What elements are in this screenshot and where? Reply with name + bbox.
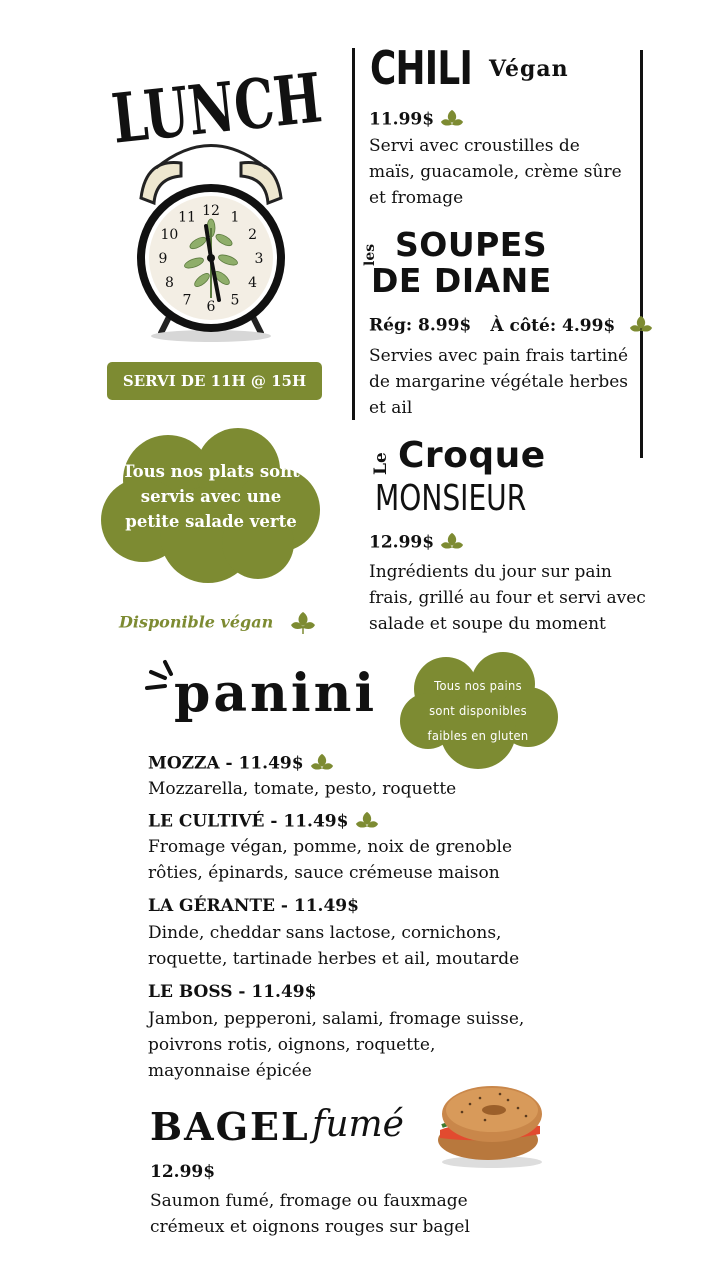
croque-price: 12.99$ — [369, 532, 435, 553]
croque-desc-line: frais, grillé au four et servi avec — [369, 588, 646, 608]
gluten-note-line: Tous nos pains — [434, 678, 522, 693]
column-divider-left — [352, 48, 355, 420]
panini-item-desc: poivrons rotis, oignons, roquette, — [148, 1035, 436, 1055]
clock-number: 3 — [254, 251, 264, 267]
panini-item-cultive — [148, 810, 512, 886]
leaf-icon — [439, 108, 465, 132]
clock-number: 7 — [182, 292, 192, 309]
soupes-desc-line: Servies avec pain frais tartiné — [369, 346, 629, 366]
alarm-clock-icon — [126, 128, 296, 343]
croque-desc-line: salade et soupe du moment — [369, 614, 606, 634]
soupes-title-line1: SOUPES — [395, 225, 548, 264]
clock-number: 12 — [202, 203, 220, 219]
gluten-note-text — [414, 673, 543, 748]
salad-note-text: Tous nos plats sont servis avec une petite salade verte — [122, 462, 300, 531]
panini-item-title: LE BOSS - 11.49$ — [148, 982, 317, 1002]
chili-desc-line: Servi avec croustilles de — [369, 136, 580, 156]
soupes-price-regular: Rég: 8.99$ — [369, 315, 472, 336]
soupes-title-line2: DE DIANE — [371, 261, 552, 300]
soupes-description — [369, 343, 628, 421]
bagel-title: BAGEL — [150, 1104, 310, 1149]
service-hours-text: SERVI DE 11H @ 15H — [122, 372, 307, 390]
clock-number: 11 — [178, 209, 196, 226]
croque-prefix: Le — [371, 452, 391, 475]
lunch-title-text: LUNCH — [108, 50, 329, 150]
croque-description — [369, 559, 646, 637]
bagel-price: 12.99$ — [150, 1162, 216, 1182]
croque-desc-line: Ingrédients du jour sur pain — [369, 562, 612, 582]
panini-item-boss — [148, 982, 524, 1084]
chili-title: CHILI — [370, 41, 473, 95]
salad-note-cloud — [98, 425, 323, 585]
clock-number: 6 — [206, 299, 216, 315]
panini-item-desc: Mozzarella, tomate, pesto, roquette — [148, 779, 457, 799]
bagel-subtitle: fumé — [312, 1104, 404, 1145]
chili-price-row — [369, 108, 465, 132]
soupes-desc-line: et ail — [369, 398, 413, 418]
croque-price-row — [369, 531, 465, 555]
vegan-legend — [119, 610, 317, 636]
clock-number: 10 — [160, 227, 179, 243]
clock-number: 8 — [164, 275, 174, 291]
panini-item-desc: roquette, tartinade herbes et ail, moutarde — [148, 949, 520, 969]
bagel-desc-line: crémeux et oignons rouges sur bagel — [150, 1217, 470, 1237]
bagel-price-row — [150, 1162, 215, 1182]
panini-title: panini — [174, 663, 378, 724]
vegan-legend-text: Disponible végan — [119, 612, 274, 632]
leaf-icon — [309, 752, 335, 776]
gluten-note-line: sont disponibles — [429, 703, 527, 718]
soupes-price-side: À côté: 4.99$ — [490, 315, 616, 336]
panini-item-title: LA GÉRANTE - 11.49$ — [148, 896, 359, 916]
panini-item-mozza — [148, 752, 456, 802]
panini-item-desc: Fromage végan, pomme, noix de grenoble — [148, 837, 513, 857]
soupes-price-row — [369, 314, 654, 338]
service-hours-badge — [107, 362, 322, 400]
soupes-prefix: les — [362, 243, 378, 266]
chili-desc-line: maïs, guacamole, crème sûre — [369, 162, 622, 182]
clock-number: 9 — [158, 251, 168, 267]
panini-item-title: MOZZA - 11.49$ — [148, 753, 304, 774]
chili-price: 11.99$ — [369, 109, 435, 130]
leaf-icon — [439, 531, 465, 555]
bagel-description — [150, 1188, 470, 1240]
chili-description — [369, 133, 622, 211]
panini-item-desc: rôties, épinards, sauce crémeuse maison — [148, 863, 500, 883]
croque-subtitle: MONSIEUR — [375, 478, 527, 519]
bagel-desc-line: Saumon fumé, fromage ou fauxmage — [150, 1191, 468, 1211]
clock-number: 5 — [230, 292, 240, 309]
clock-number: 4 — [248, 275, 258, 291]
soupes-desc-line: de margarine végétale herbes — [369, 372, 629, 392]
chili-subtitle: Végan — [489, 56, 569, 82]
panini-item-desc: Dinde, cheddar sans lactose, cornichons, — [148, 923, 502, 943]
bagel-icon — [430, 1078, 548, 1170]
leaf-icon — [354, 810, 380, 834]
panini-item-desc: Jambon, pepperoni, salami, fromage suisse, — [148, 1009, 525, 1029]
column-divider-right — [640, 50, 643, 458]
panini-item-title: LE CULTIVÉ - 11.49$ — [148, 811, 349, 832]
gluten-note-line: faibles en gluten — [427, 728, 529, 743]
leaf-icon — [628, 314, 654, 338]
leaf-icon — [289, 610, 317, 636]
clock-number: 2 — [248, 227, 258, 243]
chili-desc-line: et fromage — [369, 188, 464, 208]
croque-title: Croque — [398, 435, 546, 476]
panini-item-gerante — [148, 896, 519, 972]
clock-number: 1 — [230, 209, 240, 226]
panini-item-desc: mayonnaise épicée — [148, 1061, 312, 1081]
